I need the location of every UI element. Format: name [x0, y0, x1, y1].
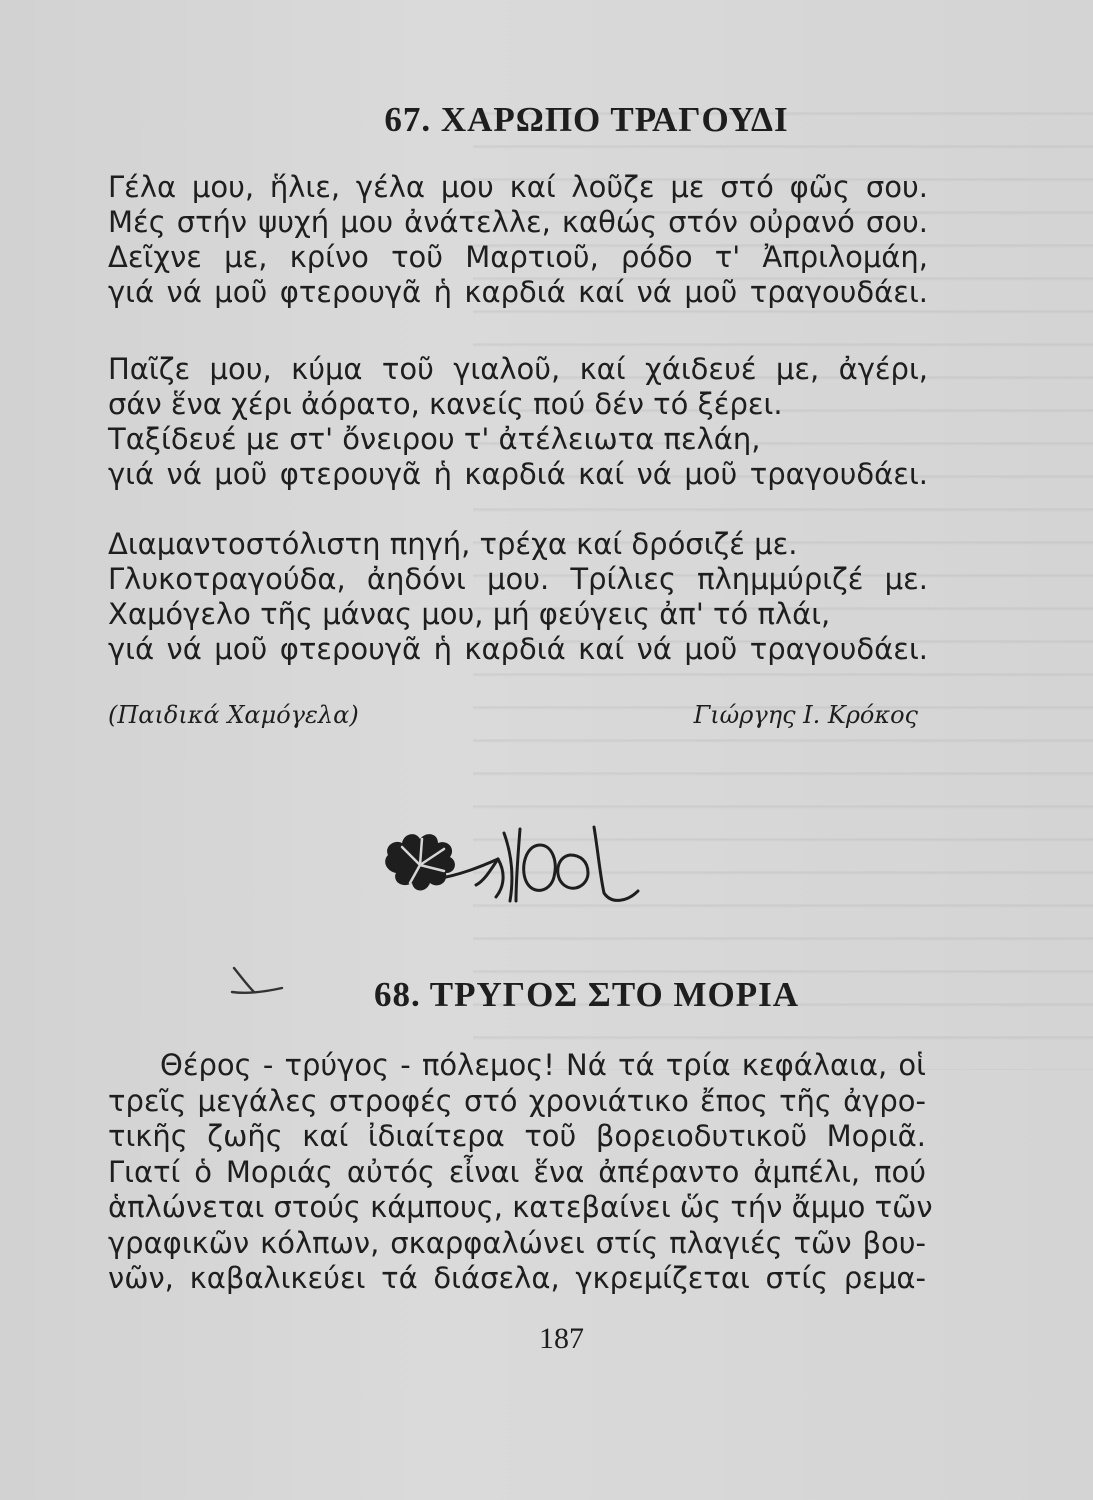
poem-line: γιά νά μοῦ φτερουγᾶ ἡ καρδιά καί νά μοῦ τραγουδάει. [108, 457, 928, 491]
poem-line: Χαμόγελο τῆς μάνας μου, μή φεύγεις ἀπ' τό πλάι, [108, 597, 831, 631]
vine-leaf-ornament-icon [380, 815, 660, 915]
poem-line: σάν ἕνα χέρι ἀόρατο, κανείς πού δέν τό ξέρει. [108, 387, 783, 421]
poem-source: (Παιδικά Χαμόγελα) [108, 701, 359, 729]
poem-line: Δεῖχνε με, κρίνο τοῦ Μαρτιοῦ, ρόδο τ' Ἀπριλομάη, [108, 240, 928, 274]
poem-line: γιά νά μοῦ φτερουγᾶ ἡ καρδιά καί νά μοῦ τραγουδάει. [108, 275, 928, 309]
poem-line: Γέλα μου, ἥλιε, γέλα μου καί λοῦζε με στό φῶς σου. [108, 170, 928, 204]
essay-title: 68. ΤΡΥΓΟΣ ΣΤΟ ΜΟΡΙΑ [373, 975, 800, 1014]
essay-line: τρεῖς μεγάλες στροφές στό χρονιάτικο ἔπος τῆς ἀγρο- [108, 1083, 926, 1118]
essay-body [108, 1048, 933, 1297]
poem-line: Παῖζε μου, κύμα τοῦ γιαλοῦ, καί χάιδευέ με, ἀγέρι, [108, 352, 928, 386]
poem-line: γιά νά μοῦ φτερουγᾶ ἡ καρδιά καί νά μοῦ τραγουδάει. [108, 632, 928, 666]
poem-stanza-3 [108, 527, 928, 667]
poem-title: 67. ΧΑΡΩΠΟ ΤΡΑΓΟΥΔΙ [384, 100, 789, 139]
essay-line: νῶν, καβαλικεύει τά διάσελα, γκρεμίζεται στίς ρεμα- [108, 1261, 926, 1295]
poem-line: Διαμαντοστόλιστη πηγή, τρέχα καί δρόσιζέ με. [108, 527, 798, 561]
poem-author: Γιώργης Ι. Κρόκος [693, 701, 918, 729]
essay-line: ἁπλώνεται στούς κάμπους, κατεβαίνει ὥς τήν ἄμμο τῶν [108, 1190, 933, 1224]
page-number: 187 [539, 1322, 584, 1355]
essay-line: Θέρος - τρύγος - πόλεμος! Νά τά τρία κεφάλαια, οἱ [160, 1048, 926, 1082]
essay-line: γραφικῶν κόλπων, σκαρφαλώνει στίς πλαγιές τῶν βου- [108, 1225, 926, 1260]
essay-line: Γιατί ὁ Μοριάς αὐτός εἶναι ἕνα ἀπέραντο ἀμπέλι, πού [108, 1154, 926, 1189]
poem-stanza-1 [108, 170, 928, 310]
poem-line: Μές στήν ψυχή μου ἀνάτελλε, καθώς στόν οὐρανό σου. [108, 205, 928, 239]
poem-stanza-2 [108, 352, 928, 492]
essay-line: τικῆς ζωῆς καί ἰδιαίτερα τοῦ βορειοδυτικοῦ Μοριᾶ. [108, 1119, 926, 1153]
poem-line: Γλυκοτραγούδα, ἀηδόνι μου. Τρίλιες πλημμύριζέ με. [108, 562, 928, 596]
poem-line: Ταξίδευέ με στ' ὄνειρου τ' ἀτέλειωτα πελάη, [108, 422, 761, 456]
